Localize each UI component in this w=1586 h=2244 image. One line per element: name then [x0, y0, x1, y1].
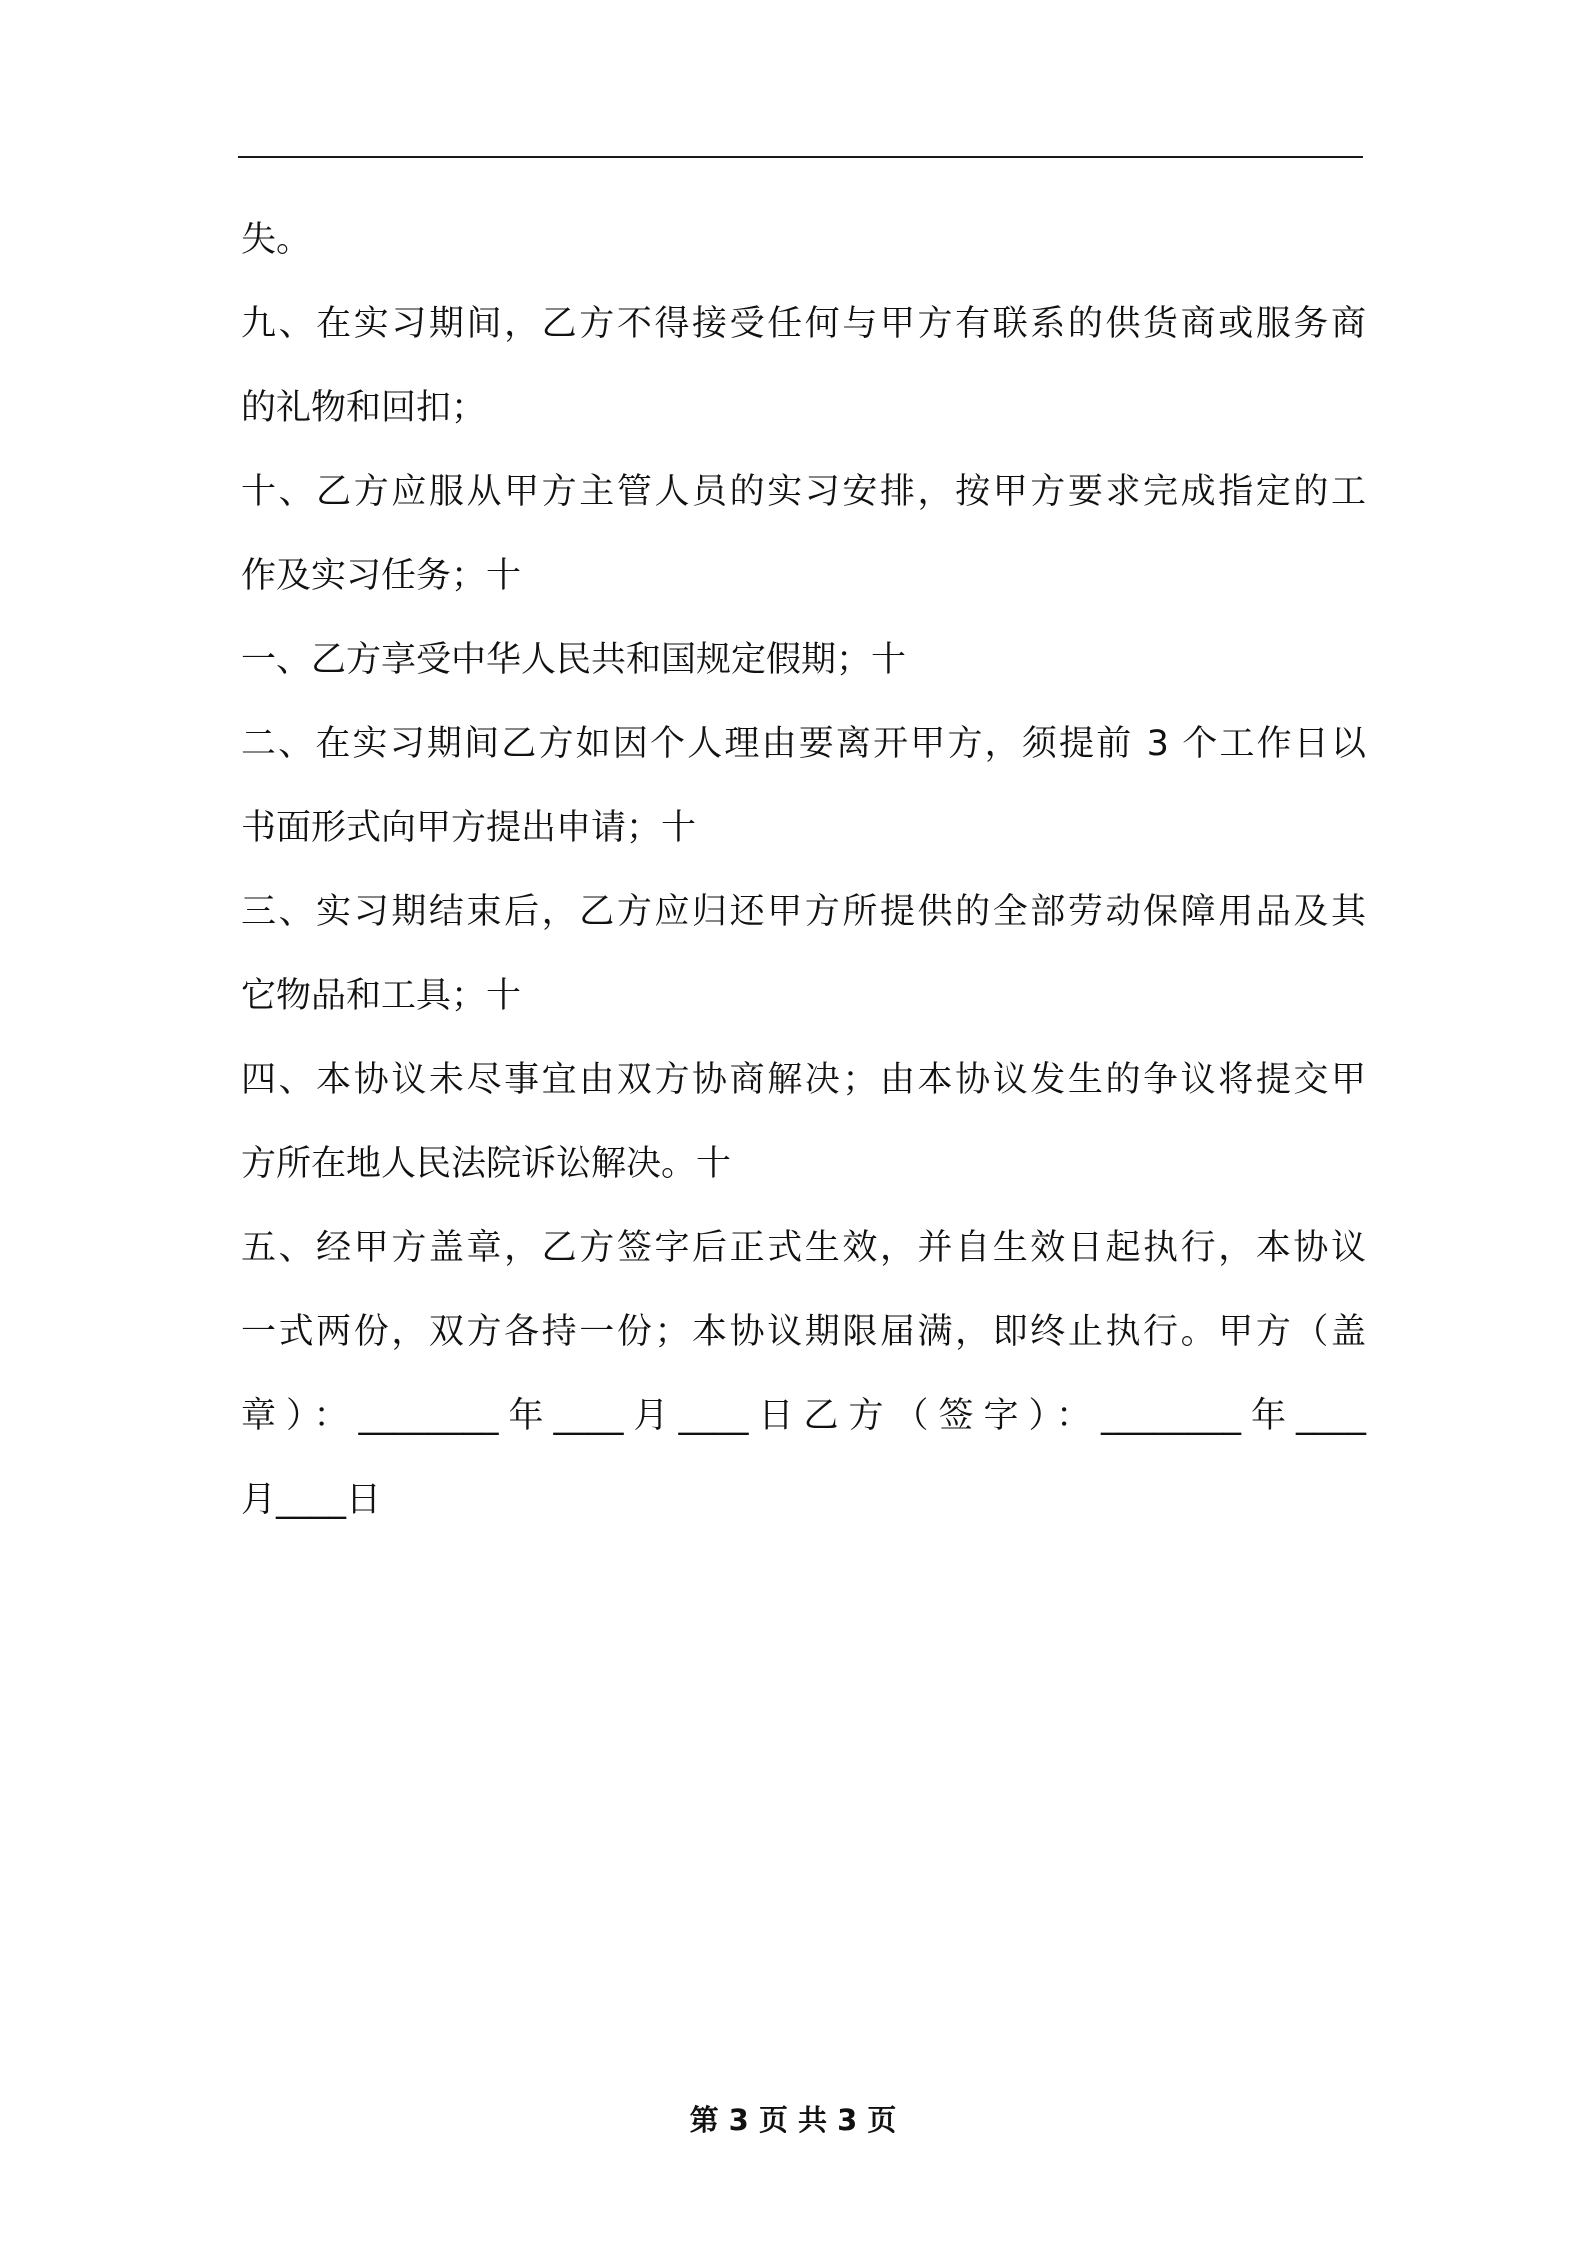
text-line: 作及实习任务；十 [241, 556, 522, 596]
text-line: 二、在实习期间乙方如因个人理由要离开甲方，须提前 3 个工作日以 [241, 724, 1366, 764]
page-number: 第 3 页 共 3 页 [689, 2103, 897, 2137]
text-line: 失。 [241, 220, 312, 260]
signature-line: 月____日 [241, 1480, 382, 1520]
text-line: 书面形式向甲方提出申请；十 [241, 808, 697, 848]
text-line: 一、乙方享受中华人民共和国规定假期；十 [241, 640, 907, 680]
text-line: 方所在地人民法院诉讼解决。十 [241, 1144, 732, 1184]
header-rule [238, 156, 1363, 158]
text-line: 三、实习期结束后，乙方应归还甲方所提供的全部劳动保障用品及其 [241, 892, 1366, 932]
text-line: 五、经甲方盖章，乙方签字后正式生效，并自生效日起执行，本协议 [241, 1228, 1366, 1268]
text-line: 一式两份，双方各持一份；本协议期限届满，即终止执行。甲方（盖 [241, 1312, 1366, 1352]
text-line: 的礼物和回扣； [241, 388, 487, 428]
signature-line: 章）：________年____月____日乙方（签字）：________年____ [241, 1396, 1366, 1436]
text-line: 九、在实习期间，乙方不得接受任何与甲方有联系的供货商或服务商 [241, 304, 1366, 344]
text-line: 它物品和工具；十 [241, 976, 522, 1016]
text-line: 十、乙方应服从甲方主管人员的实习安排，按甲方要求完成指定的工 [241, 472, 1366, 512]
agreement-body [241, 198, 1366, 1542]
text-line: 四、本协议未尽事宜由双方协商解决；由本协议发生的争议将提交甲 [241, 1060, 1366, 1100]
